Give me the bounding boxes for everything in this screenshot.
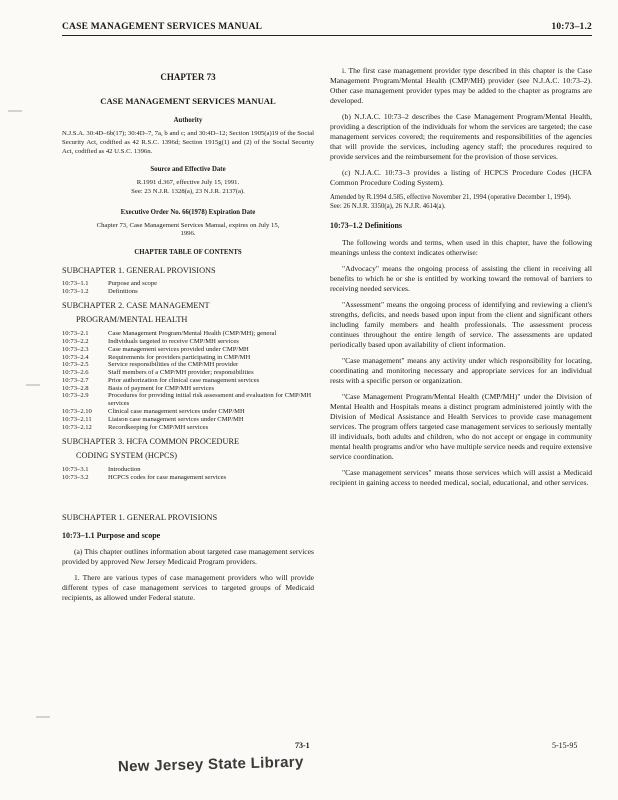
definition-case-management-services: "Case management services" means those services which will assist a Medicaid recipient in gaining access to needed medical, social, educational, and other services. — [330, 468, 592, 488]
amendment-note — [330, 194, 592, 211]
toc-entry: Case management services provided under CMP/MH — [108, 345, 249, 353]
toc-number: 10:73–2.2 — [62, 338, 89, 346]
scan-mark — [8, 110, 22, 112]
toc-row — [62, 466, 314, 474]
amendment-text: Amended by R.1994 d.585, effective November 21, 1994 (operative December 1, 1994). — [330, 194, 572, 202]
toc-row — [62, 330, 314, 338]
toc-number: 10:73–1.2 — [62, 287, 89, 295]
toc-number: 10:73–2.1 — [62, 330, 89, 338]
toc-row — [62, 361, 314, 369]
source-line-2: See: 23 N.J.R. 1328(a), 23 N.J.R. 2137(a). — [131, 187, 245, 195]
toc-row — [62, 424, 314, 432]
toc-row — [62, 354, 314, 362]
toc-entry: Prior authorization for clinical case management services — [108, 376, 260, 384]
toc-entry: Staff members of a CMP/MH provider; responsibilities — [108, 369, 254, 377]
toc-number: 10:73–2.3 — [62, 345, 89, 353]
toc-entry: Liaison case management services under CMP/MH — [108, 415, 244, 423]
toc-number: 10:73–3.1 — [62, 466, 89, 474]
toc-subchapter-3-list — [62, 466, 314, 482]
toc-number: 10:73–2.11 — [62, 415, 92, 423]
section-1-1-heading: 10:73–1.1 Purpose and scope — [62, 530, 161, 540]
toc-entry: Requirements for providers participating in CMP/MH — [108, 353, 251, 361]
toc-entry: Procedures for providing initial risk assessment and evaluation for CMP/MH services — [108, 392, 312, 408]
toc-subchapter-3-title-line-2: CODING SYSTEM (HCPCS) — [76, 451, 177, 461]
right-column — [330, 66, 592, 494]
toc-row — [62, 474, 314, 482]
scan-mark — [26, 384, 40, 386]
definition-assessment: "Assessment" means the ongoing process of identifying and reviewing a client's strengths, deficits, and needs based upon input from the client and significant others including family members and health professionals. The assessment process continues throughout the entire length of service. The assessments are updated periodically based upon availability of client information. — [330, 299, 592, 349]
toc-number: 10:73–2.6 — [62, 369, 89, 377]
toc-subchapter-1-list — [62, 280, 314, 296]
toc-subchapter-2-title: SUBCHAPTER 2. CASE MANAGEMENT — [62, 301, 210, 311]
toc-entry: Recordkeeping for CMP/MH services — [108, 423, 209, 431]
toc-entry: Purpose and scope — [108, 279, 158, 287]
paragraph-b: (b) N.J.A.C. 10:73–2 describes the Case Management Program/Mental Health, providing a description of the individuals for whom the services are targeted; the case management services covered; the requirements and responsibilities of the agencies that will provide the services, including agency staff; the procedures required to provide services and the reimbursement for the provision of those services. — [330, 112, 592, 162]
toc-entry: Clinical case management services under CMP/MH — [108, 408, 245, 416]
toc-entry: Definitions — [108, 287, 138, 295]
toc-entry: Case Management Program/Mental Health (CMP/MH); general — [108, 330, 277, 338]
subchapter-1-heading: SUBCHAPTER 1. GENERAL PROVISIONS — [62, 512, 218, 522]
toc-row — [62, 392, 314, 408]
paragraph-1: 1. There are various types of case management providers who will provide different types of case management services to targeted groups of Medicaid recipients, as allowed under Federal statute. — [62, 573, 314, 603]
paragraph-c: (c) N.J.A.C. 10:73–3 provides a listing of HCPCS Procedure Codes (HCFA Common Procedure Coding System). — [330, 168, 592, 188]
authority-heading: Authority — [173, 117, 203, 125]
executive-order-text: Chapter 73, Case Management Services Manual, expires on July 15, 1996. — [96, 221, 280, 238]
toc-row — [62, 408, 314, 416]
toc-number: 10:73–2.8 — [62, 384, 89, 392]
toc-subchapter-2-title-line-2: PROGRAM/MENTAL HEALTH — [76, 315, 188, 325]
header-title: CASE MANAGEMENT SERVICES MANUAL — [62, 22, 263, 32]
paragraph-a: (a) This chapter outlines information about targeted case management services provided by approved New Jersey Medicaid Program providers. — [62, 547, 314, 567]
definition-advocacy: "Advocacy" means the ongoing process of assisting the client in receiving all benefits to which he or she is entitled by working toward the removal of barriers to receiving needed services. — [330, 263, 592, 293]
toc-entry: Individuals targeted to receive CMP/MH services — [108, 338, 239, 346]
amendment-see: See: 26 N.J.R. 3350(a), 26 N.J.R. 4614(a). — [330, 202, 446, 210]
header-section-number: 10:73–1.2 — [551, 22, 592, 32]
left-column — [62, 66, 314, 609]
toc-number: 10:73–2.4 — [62, 353, 89, 361]
scan-mark — [36, 716, 50, 718]
page-date: 5-15-95 — [552, 741, 578, 750]
running-header — [62, 22, 592, 36]
page-number: 73-1 — [295, 741, 310, 750]
toc-row — [62, 385, 314, 393]
toc-subchapter-1-title: SUBCHAPTER 1. GENERAL PROVISIONS — [62, 266, 216, 276]
authority-text: N.J.S.A. 30:4D–6b(17); 30:4D–7, 7a, b and c; and 30:4D–12; Section 1905(a)19 of the Social Security Act, codified as 42 R.S.C. 1396d; Section 1915g(1) and (2) of the Social Security Act, codified as 42 U.S.C. 1396n. — [62, 130, 314, 155]
toc-number: 10:73–2.7 — [62, 376, 89, 384]
chapter-title: CASE MANAGEMENT SERVICES MANUAL — [100, 95, 276, 106]
executive-order-heading: Executive Order No. 66(1978) Expiration Date — [120, 208, 256, 216]
library-stamp: New Jersey State Library — [117, 753, 304, 776]
toc-row — [62, 416, 314, 424]
chapter-number: CHAPTER 73 — [160, 72, 216, 82]
definition-cmp-mh: "Case Management Program/Mental Health (CMP/MH)" under the Division of Mental Health and Hospitals means a distinct program administered jointly with the Division of Medical Assistance and Health Services to provide case management services. The program offers targeted case management services to seriously mentally ill individuals, both adults and children, who do not accept or engage in community mental health programs and/or who have multiple service needs and require extensive service coordination. — [330, 391, 592, 461]
toc-number: 10:73–3.2 — [62, 473, 89, 481]
toc-number: 10:73–2.12 — [62, 423, 92, 431]
toc-row — [62, 280, 314, 288]
toc-entry: Basis of payment for CMP/MH services — [108, 384, 215, 392]
section-1-2-heading: 10:73–1.2 Definitions — [330, 221, 402, 231]
toc-row — [62, 377, 314, 385]
toc-row — [62, 369, 314, 377]
definition-case-management: "Case management" means any activity under which responsibility for locating, coordinating and monitoring necessary and appropriate services for an individual rests with a specific person or organization. — [330, 355, 592, 385]
toc-number: 10:73–2.9 — [62, 392, 89, 400]
toc-entry: Introduction — [108, 466, 141, 474]
toc-row — [62, 288, 314, 296]
toc-entry: HCPCS codes for case management services — [108, 473, 227, 481]
source-heading: Source and Effective Date — [150, 166, 226, 174]
paragraph-i: i. The first case management provider type described in this chapter is the Case Management Program/Mental Health (CMP/MH) provider (see N.J.A.C. 10:73–2). Other case management provider types may be added to the chapter as programs are developed. — [330, 66, 592, 106]
definitions-intro: The following words and terms, when used in this chapter, have the following meanings unless the context indicates otherwise: — [330, 237, 592, 257]
toc-subchapter-2-list — [62, 330, 314, 431]
toc-entry: Service responsibilities of the CMP/MH provider — [108, 361, 239, 369]
toc-row — [62, 338, 314, 346]
toc-subchapter-3-title: SUBCHAPTER 3. HCFA COMMON PROCEDURE — [62, 437, 240, 447]
toc-number: 10:73–2.5 — [62, 361, 89, 369]
toc-heading: CHAPTER TABLE OF CONTENTS — [134, 249, 242, 257]
toc-row — [62, 346, 314, 354]
source-line-1: R.1991 d.367, effective July 15, 1991. — [136, 179, 240, 187]
toc-number: 10:73–2.10 — [62, 408, 92, 416]
toc-number: 10:73–1.1 — [62, 279, 89, 287]
